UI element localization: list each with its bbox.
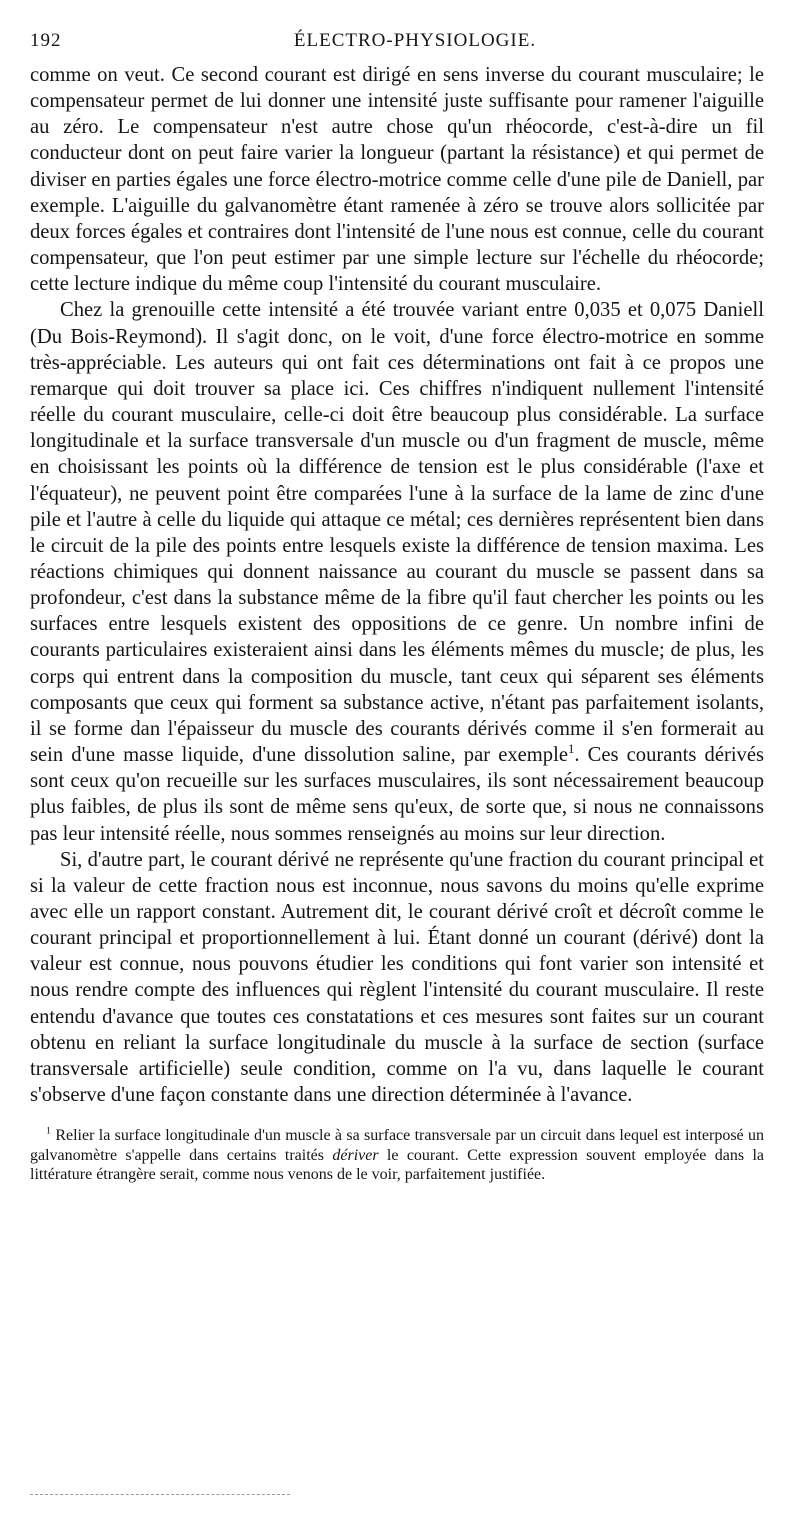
paragraph-1: comme on veut. Ce second courant est dirigé en sens inverse du courant musculaire; le compensateur permet de lui donner une intensité juste suffisante pour ramener l'aiguille au zéro. Le compensateur n'est autre chose qu'un rhéocorde, c'est-à-dire un fil conducteur dont on peut faire varier la longueur (partant la résistance) et qui permet de diviser en parties égales une force électro-motrice comme celle d'une pile de Daniell, par exemple. L'aiguille du galvanomètre étant ramenée à zéro se trouve alors sollicitée par deux forces égales et contraires dont l'intensité de l'une nous est connue, celle du courant compensateur, que l'on peut estimer par une simple lecture sur l'échelle du rhéocorde; cette lecture indique du même coup l'intensité du courant musculaire. — [30, 64, 764, 296]
book-page — [30, 30, 764, 1185]
page-number: 192 — [30, 30, 62, 51]
footnote-text-after: le courant. Cette expression souvent employée dans la littérature étrangère serait, comme nous venons de le voir, parfaitement justifiée. — [30, 1146, 765, 1184]
body-text — [30, 62, 764, 1108]
running-title: ÉLECTRO-PHYSIOLOGIE. — [293, 30, 537, 51]
footnote-emphasis: dériver — [332, 1146, 379, 1164]
paragraph-2 — [30, 297, 764, 846]
footnote-marker: 1 — [46, 1125, 51, 1137]
footnote-text-before: Relier la surface longitudinale d'un muscle à sa surface transversale par un circuit dans lequel est interposé un galvanomètre s'appelle dans certains traités — [30, 1127, 765, 1164]
paragraph-2-continuation: . Ces courants dérivés sont ceux qu'on recueille sur les surfaces musculaires, ils sont nécessairement beaucoup plus faibles, de plus ils sont de même sens qu'eux, de sorte que, si nous ne connaissons pas leur intensité réelle, nous sommes renseignés au moins sur leur direction. — [30, 744, 765, 845]
page-header — [30, 30, 764, 56]
footnote — [30, 1126, 764, 1185]
bottom-divider — [30, 1494, 290, 1495]
footnote-reference: 1 — [567, 742, 575, 757]
paragraph-2-text: Chez la grenouille cette intensité a été trouvée variant entre 0,035 et 0,075 Daniell (Du Bois-Reymond). Il s'agit donc, on le voit, d'une force électro-motrice en somme très-appréciable. Les auteurs qui ont fait ces déterminations ont fait à ce propos une remarque qui doit trouver sa place ici. Ces chiffres n'indiquent nullement l'intensité réelle du courant musculaire, celle-ci doit être beaucoup plus considérable. La surface longitudinale et la surface transversale d'un muscle ou d'un fragment de muscle, même en choisissant les points où la différence de tension est le plus considérable (l'axe et l'équateur), ne peuvent point être comparées l'une à la surface de la lame de zinc d'une pile et l'autre à celle du liquide qui attaque ce métal; ces dernières représentent bien dans le circuit de la pile des points entre lesquels existe la différence de tension maxima. Les réactions chimiques qui donnent naissance au courant du muscle se passent dans sa profondeur, c'est dans la substance même de la fibre qu'il faut chercher les points ou les surfaces entre lesquels existent des oppositions de ce genre. Un nombre infini de courants particulaires existeraient ainsi dans les éléments mêmes du muscle; de plus, les corps qui entrent dans la composition du muscle, tant ceux qui séparent ses éléments composants que ceux qui forment sa substance active, n'étant pas parfaitement isolants, il se forme dan l'épaisseur du muscle des courants dérivés comme il s'en formerait au sein d'une masse liquide, d'une dissolution saline, par exemple — [30, 299, 764, 767]
paragraph-3: Si, d'autre part, le courant dérivé ne représente qu'une fraction du courant principal et si la valeur de cette fraction nous est inconnue, nous savons du moins qu'elle exprime avec elle un rapport constant. Autrement dit, le courant dérivé croît et décroît comme le courant principal et proportionnellement à lui. Étant donné un courant (dérivé) dont la valeur est connue, nous pouvons étudier les conditions qui font varier son intensité et nous rendre compte des influences qui règlent l'intensité du courant musculaire. Il reste entendu d'avance que toutes ces constatations et ces mesures sont faites sur un courant obtenu en reliant la surface longitudinale du muscle à la surface de section (surface transversale artificielle) seule condition, comme on l'a vu, dans laquelle le courant s'observe d'une façon constante dans une direction déterminée à l'avance. — [30, 848, 764, 1107]
